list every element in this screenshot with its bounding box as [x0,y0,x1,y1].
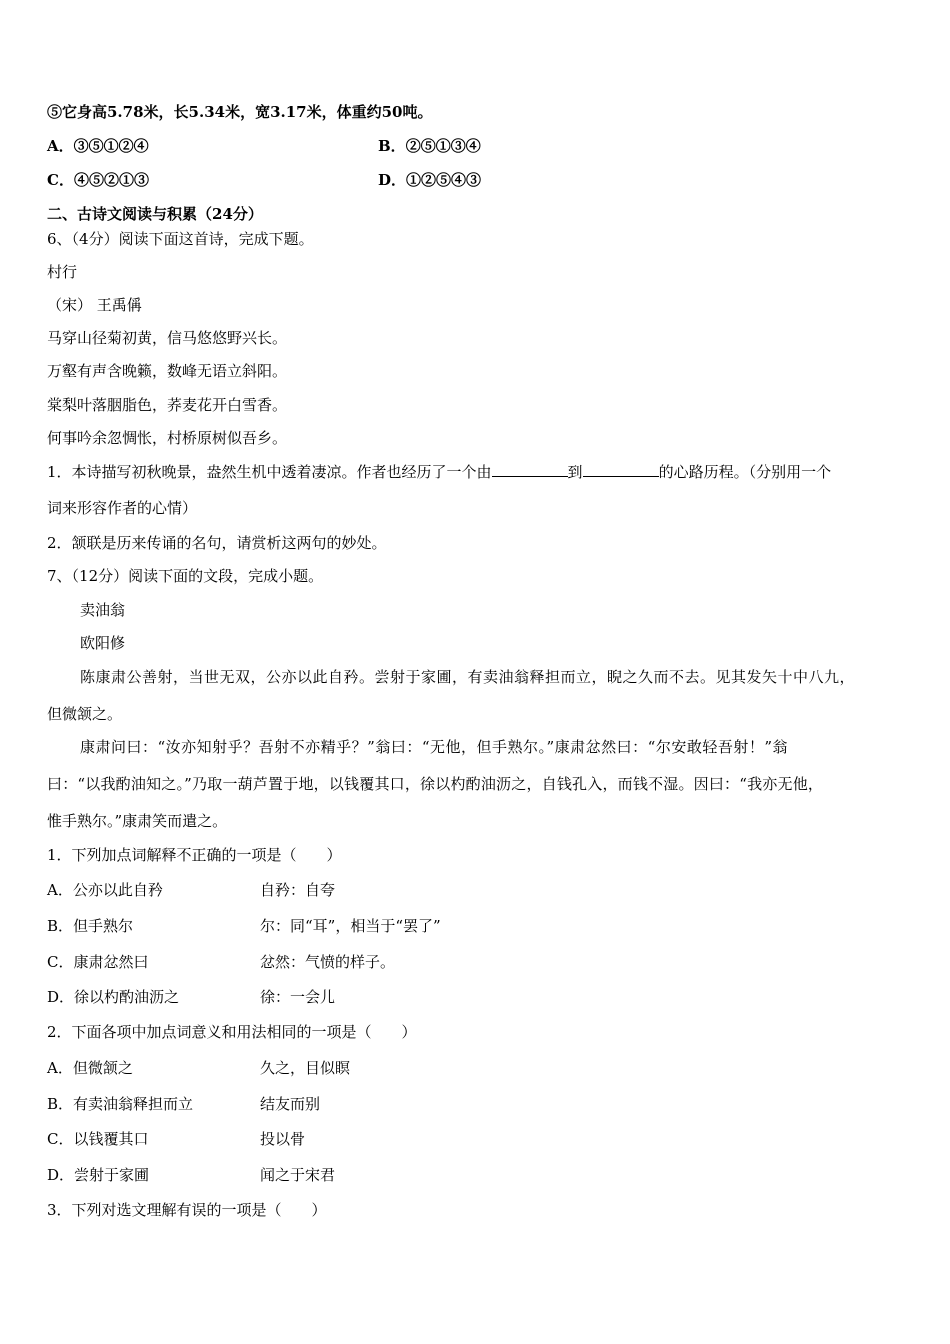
passage-para2-line1: 康肃问曰：“汝亦知射乎？吾射不亦精乎？”翁曰：“无他，但手熟尔。”康肃忿然曰：“尔安敢轻吾射！”翁 [80,738,789,756]
option-label: A． [47,137,74,155]
q7-stem: 7、（12分）阅读下面的文段，完成小题。 [47,567,324,585]
answer-blank-2[interactable] [583,462,659,477]
passage-para1-line1: 陈康肃公善射，当世无双，公亦以此自矜。尝射于家圃，有卖油翁释担而立，睨之久而不去。见其发矢十中八九， [80,668,856,686]
option-text: ②⑤①③④ [405,137,481,155]
q5-option-b[interactable] [378,136,481,156]
q6-sub1 [47,462,831,482]
q6-sub1-text-b: 到 [567,463,583,481]
q5-item5: ⑤它身高5.78米，长5.34米，宽3.17米，体重约50吨。 [47,103,433,121]
q7-sub2-option-b[interactable]: B．有卖油翁释担而立 [47,1095,194,1113]
q7-sub2-stem: 2．下面各项中加点词意义和用法相同的一项是（ ） [47,1023,417,1041]
option-label: C． [47,171,74,189]
q6-sub2: 2．颔联是历来传诵的名句，请赏析这两句的妙处。 [47,534,387,552]
q7-sub1-option-c[interactable]: C．康肃忿然曰 [47,953,149,971]
passage-title: 卖油翁 [80,601,126,619]
poem-line-3: 棠梨叶落胭脂色，荞麦花开白雪香。 [47,396,288,414]
q6-sub1-text-c: 的心路历程。（分别用一个 [658,463,832,481]
option-text: ④⑤②①③ [73,171,149,189]
q7-sub3-stem: 3．下列对选文理解有误的一项是（ ） [47,1201,327,1219]
q6-sub1-continued: 词来形容作者的心情） [47,499,198,517]
option-text: ③⑤①②④ [73,137,149,155]
q7-sub1-option-a-gloss: 自矜：自夸 [260,881,336,899]
q5-option-a[interactable] [47,136,149,156]
q7-sub2-option-c-compare: 投以骨 [260,1130,306,1148]
q6-stem: 6、（4分）阅读下面这首诗，完成下题。 [47,230,314,248]
q5-option-d[interactable] [378,170,481,190]
q7-sub2-option-b-compare: 结友而别 [260,1095,321,1113]
q7-sub1-option-d-gloss: 徐：一会儿 [260,988,336,1006]
passage-para2-line3: 惟手熟尔。”康肃笑而遣之。 [47,812,228,830]
poem-line-4: 何事吟余忽惆怅，村桥原树似吾乡。 [47,429,288,447]
q7-sub1-option-a[interactable]: A．公亦以此自矜 [47,881,163,899]
q5-option-c[interactable] [47,170,149,190]
q7-sub2-option-c[interactable]: C．以钱覆其口 [47,1130,149,1148]
q7-sub2-option-a-compare: 久之，目似瞑 [260,1059,351,1077]
q7-sub1-option-c-gloss: 忿然：气愤的样子。 [260,953,396,971]
q7-sub1-option-b[interactable]: B．但手熟尔 [47,917,134,935]
poem-line-1: 马穿山径菊初黄，信马悠悠野兴长。 [47,329,288,347]
passage-para1-line2: 但微颔之。 [47,705,123,723]
poem-author: （宋） 王禹偁 [47,296,142,314]
section-heading: 二、古诗文阅读与积累（24分） [47,205,263,223]
q7-sub1-option-b-gloss: 尔：同“耳”，相当于“罢了” [260,917,441,935]
passage-para2-line2: 曰：“以我酌油知之。”乃取一葫芦置于地，以钱覆其口，徐以杓酌油沥之，自钱孔入，而钱不湿。因曰：“我亦无他， [47,775,824,793]
option-label: B． [378,137,406,155]
q7-sub2-option-d-compare: 闻之于宋君 [260,1166,336,1184]
passage-author: 欧阳修 [80,634,126,652]
q7-sub2-option-a[interactable]: A．但微颔之 [47,1059,133,1077]
option-label: D． [378,171,407,189]
q7-sub2-option-d[interactable]: D．尝射于家圃 [47,1166,150,1184]
option-text: ①②⑤④③ [406,171,482,189]
poem-line-2: 万壑有声含晚籁，数峰无语立斜阳。 [47,362,288,380]
poem-title: 村行 [47,263,78,281]
q7-sub1-option-d[interactable]: D．徐以杓酌油沥之 [47,988,180,1006]
q7-sub1-stem: 1．下列加点词解释不正确的一项是（ ） [47,846,342,864]
q6-sub1-text-a: 1．本诗描写初秋晚景，盎然生机中透着凄凉。作者也经历了一个由 [47,463,492,481]
answer-blank-1[interactable] [492,462,568,477]
